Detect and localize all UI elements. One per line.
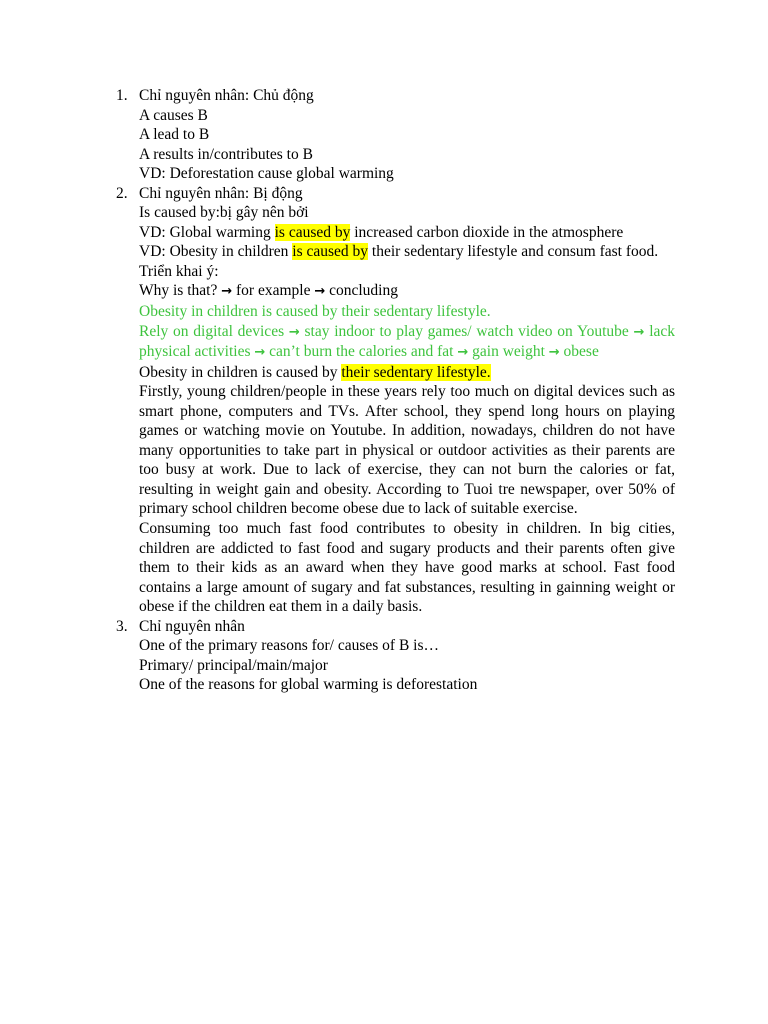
text-line: Triển khai ý: bbox=[139, 262, 219, 280]
text-segment: for example bbox=[232, 282, 315, 300]
text-segment: concluding bbox=[325, 282, 398, 300]
right-arrow-icon: → bbox=[548, 345, 560, 361]
chain-step: Rely on digital devices bbox=[139, 322, 285, 340]
right-arrow-icon: → bbox=[314, 284, 326, 300]
highlighted-text: is caused by bbox=[292, 243, 369, 261]
right-arrow-icon: → bbox=[254, 345, 266, 361]
topic-sentence bbox=[139, 363, 675, 383]
right-arrow-icon: → bbox=[633, 324, 645, 340]
list-number: 1. bbox=[116, 87, 128, 104]
list-item-3 bbox=[116, 617, 675, 695]
document-body bbox=[116, 86, 676, 695]
section-heading: Chỉ nguyên nhân: Chủ động bbox=[139, 87, 314, 104]
green-text-line: Obesity in children is caused by their sedentary lifestyle. bbox=[139, 303, 491, 321]
text-line: VD: Deforestation cause global warming bbox=[139, 165, 394, 183]
highlighted-text: their sedentary lifestyle. bbox=[341, 363, 491, 381]
cause-chain bbox=[139, 322, 675, 363]
chain-step: gain weight bbox=[472, 343, 545, 361]
chain-step: obese bbox=[563, 343, 599, 361]
text-line: Primary/ principal/main/major bbox=[139, 656, 328, 674]
text-line: A results in/contributes to B bbox=[139, 145, 313, 163]
paragraph: Firstly, young children/people in these years rely too much on digital devices such as smart phone, computers and TVs. After school, they spend long hours on playing games or watching movie on Youtube. In addition, nowadays, children do not have many opportunities to take part in physical or outdoor activities as their parents are too busy at work. Due to lack of exercise, they can not burn the calories or fat, resulting in weight gain and obesity. According to Tuoi tre newspaper, over 50% of primary school children become obese due to lack of suitable exercise. bbox=[139, 383, 675, 518]
text-line: Is caused by:bị gây nên bởi bbox=[139, 204, 309, 222]
text-segment: VD: Global warming bbox=[139, 223, 275, 241]
text-segment: their sedentary lifestyle and consum fast food. bbox=[368, 243, 659, 261]
chain-step: can’t burn the calories and fat bbox=[269, 343, 454, 361]
list-number: 2. bbox=[116, 184, 128, 202]
text-line: One of the primary reasons for/ causes of B is… bbox=[139, 637, 440, 655]
section-heading: Chỉ nguyên nhân bbox=[139, 617, 245, 635]
chain-step: stay indoor to play games/ watch video on Youtube bbox=[304, 322, 629, 340]
outline-line bbox=[139, 281, 675, 302]
text-segment: VD: Obesity in children bbox=[139, 243, 293, 261]
list-item-1 bbox=[116, 86, 675, 184]
text-segment: Why is that? bbox=[139, 282, 222, 300]
right-arrow-icon: → bbox=[288, 324, 300, 340]
example-line bbox=[139, 242, 675, 262]
section-heading: Chỉ nguyên nhân: Bị động bbox=[139, 184, 303, 202]
paragraph: Consuming too much fast food contributes to obesity in children. In big cities, children are addicted to fast food and sugary products and their parents often give them to their kids as an award when they have good marks at school. Fast food contains a large amount of sugary and fat substances, resulting in gainning weight or obese if the children eat them in a daily basis. bbox=[139, 520, 675, 616]
list-item-2 bbox=[116, 184, 676, 617]
text-segment: Obesity in children is caused by bbox=[139, 363, 342, 381]
chain-step: lack physical activities bbox=[139, 322, 676, 361]
list-number: 3. bbox=[116, 617, 128, 635]
right-arrow-icon: → bbox=[221, 284, 233, 300]
text-line: A lead to B bbox=[139, 126, 210, 144]
text-line: A causes B bbox=[139, 106, 208, 124]
highlighted-text: is caused by bbox=[274, 223, 351, 241]
text-line: One of the reasons for global warming is deforestation bbox=[139, 676, 478, 694]
text-segment: increased carbon dioxide in the atmosphere bbox=[350, 223, 624, 241]
example-line bbox=[139, 223, 675, 243]
right-arrow-icon: → bbox=[457, 345, 469, 361]
